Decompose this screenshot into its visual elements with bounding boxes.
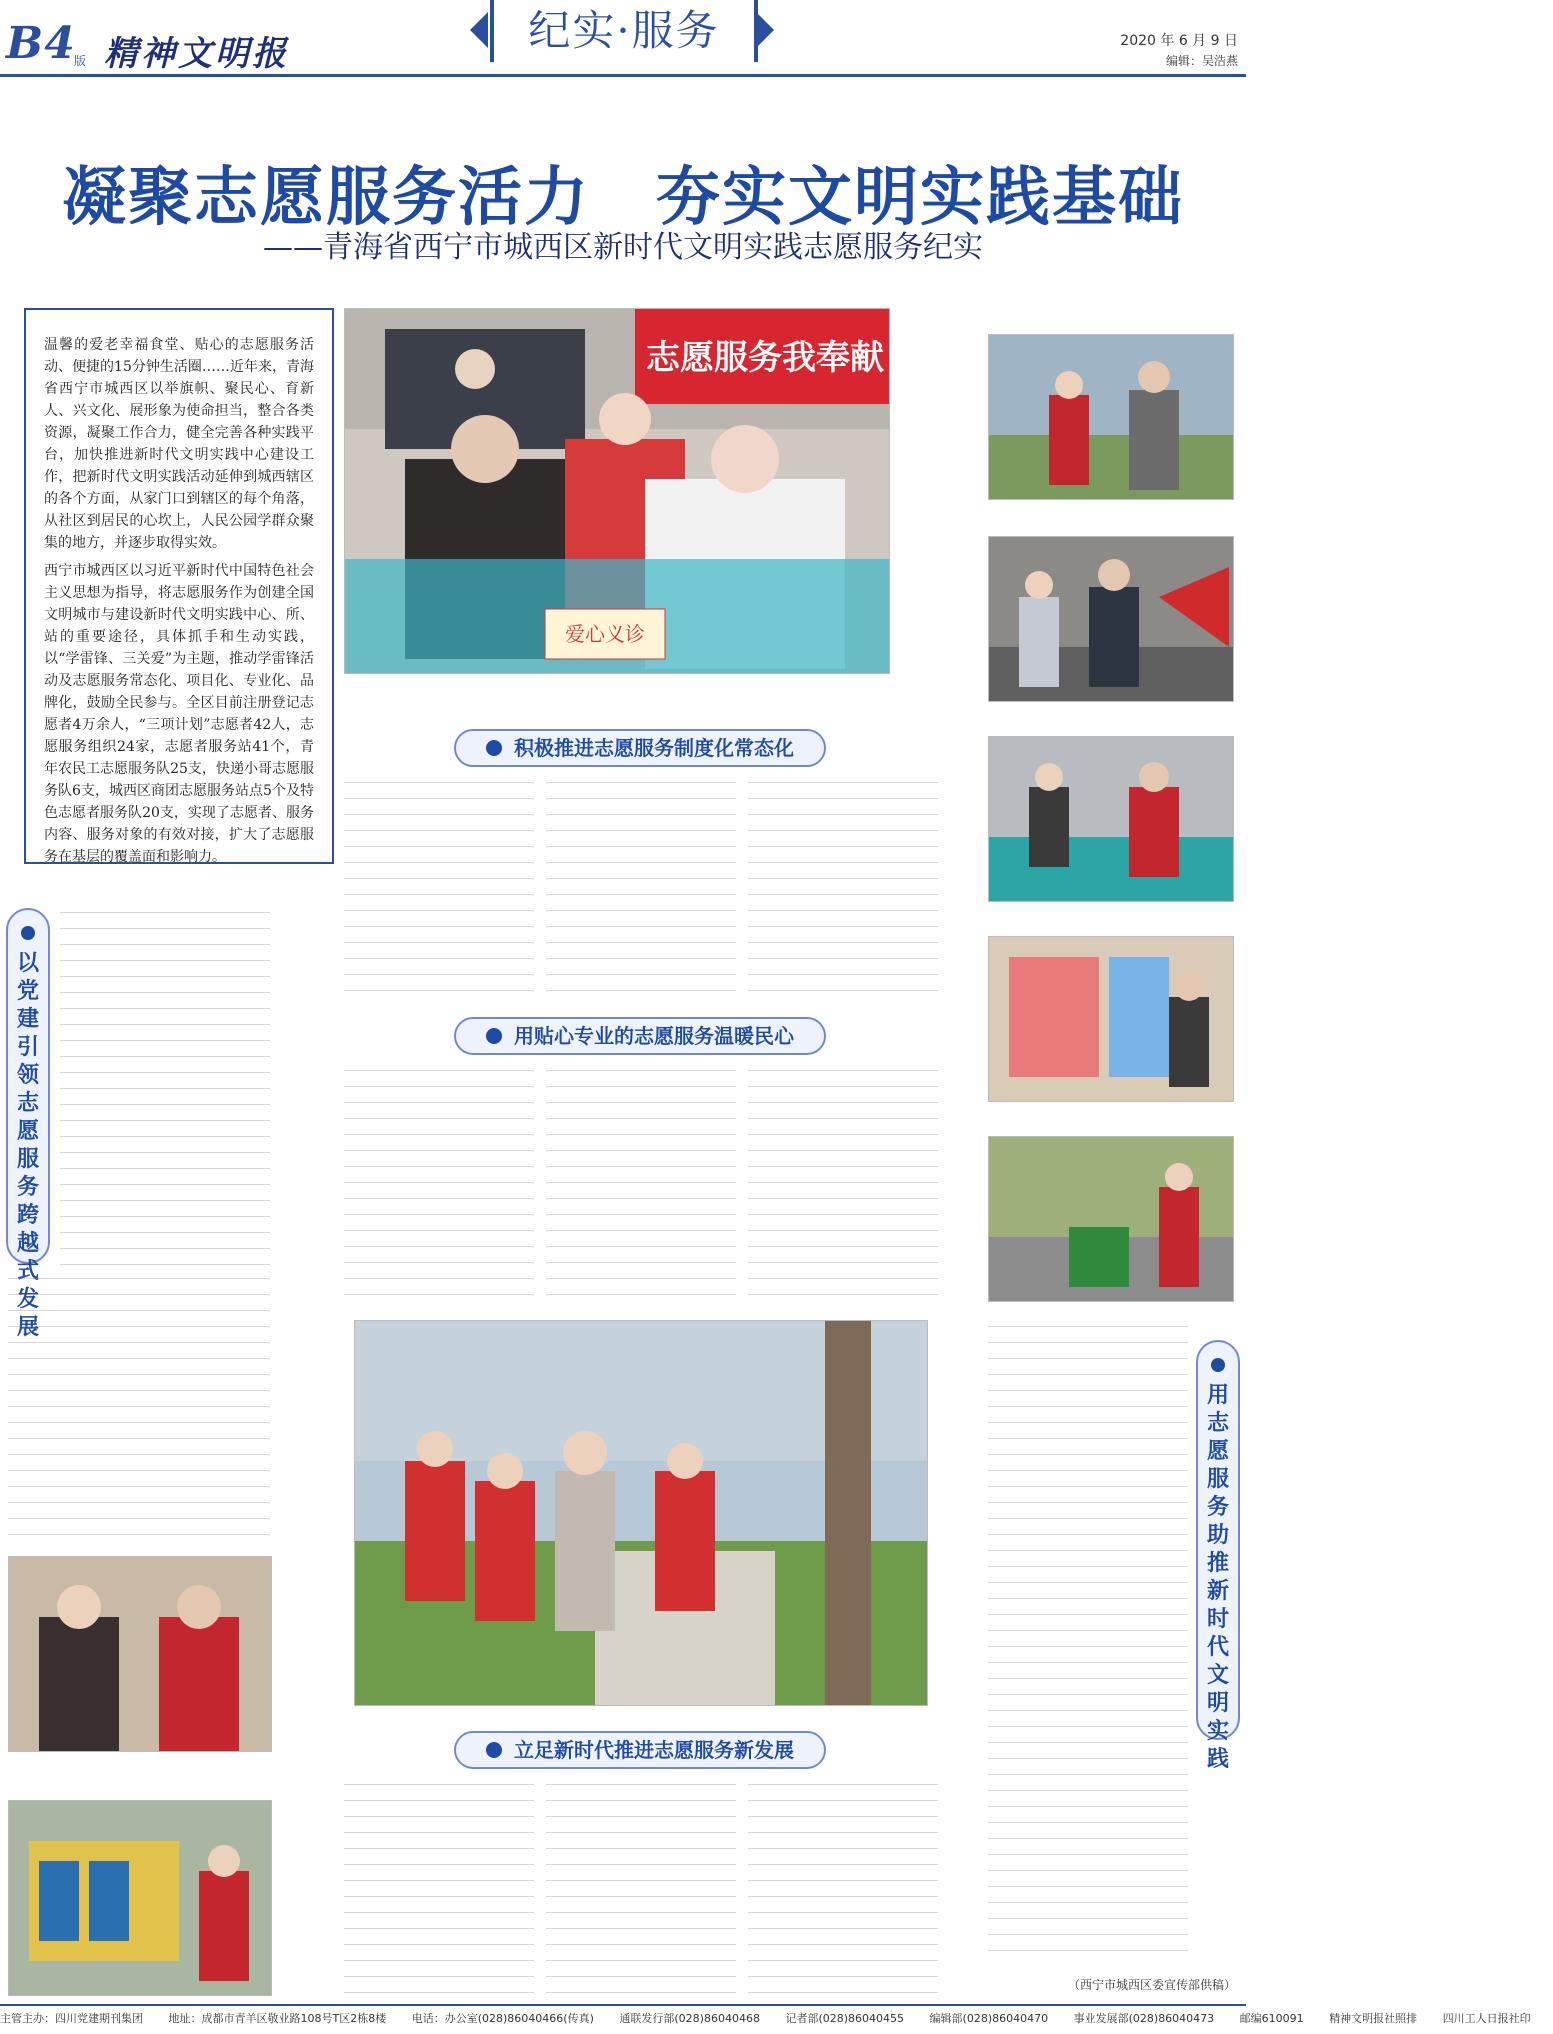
photo-park-cleanup bbox=[354, 1320, 928, 1706]
section-marker-icon bbox=[486, 740, 502, 756]
page-number-suffix: 版 bbox=[74, 54, 87, 68]
masthead-rule bbox=[0, 74, 1246, 77]
intro-paragraph-1: 温馨的爱老幸福食堂、贴心的志愿服务活动、便捷的15分钟生活圈……近年来，青海省西宁市城西区以举旗帜、聚民心、育新人、兴文化、展形象为使命担当，整合各类资源，凝聚工作合力，健全完善各种实践平台，加快推进新时代文明实践中心建设工作，把新时代文明实践活动延伸到城西辖区的各个方面，从家门口到辖区的每个角落，从社区到居民的心坎上，人民公园学群众聚集的地方，并逐步取得实效。 bbox=[44, 337, 314, 551]
body-text-column bbox=[60, 912, 270, 1268]
photo-traffic-volunteers bbox=[988, 536, 1234, 702]
photo-community-visit bbox=[988, 334, 1234, 500]
body-text-column bbox=[748, 782, 938, 1002]
body-text-column bbox=[8, 1278, 270, 1544]
footer-business-dept: 事业发展部(028)86040473 bbox=[1073, 2012, 1215, 2025]
footer-sponsor: 主管主办：四川党建期刊集团 bbox=[0, 2012, 143, 2025]
footer-postcode: 邮编610091 bbox=[1239, 2012, 1304, 2025]
footer-typesetting: 精神文明报社照排 bbox=[1329, 2012, 1418, 2025]
page-headline: 凝聚志愿服务活力 夯实文明实践基础 bbox=[62, 161, 1184, 235]
clinic-sign: 爱心义诊 bbox=[565, 622, 645, 646]
side-title-left: 以 党 建 引 领 志 愿 服 务 跨 越 式 发 展 bbox=[6, 908, 50, 1264]
section-title-3: 立足新时代推进志愿服务新发展 bbox=[420, 1730, 860, 1770]
body-text-column bbox=[748, 1784, 938, 1994]
photo-community-service bbox=[988, 736, 1234, 902]
body-text-column bbox=[546, 1070, 736, 1306]
footer-info bbox=[0, 2010, 1531, 2026]
body-text-column bbox=[546, 782, 736, 1002]
body-text-column bbox=[344, 1070, 534, 1306]
publication-date: 2020 年 6 月 9 日 bbox=[1120, 33, 1238, 49]
body-text-column bbox=[988, 1326, 1188, 1966]
article-credit: （西宁市城西区委宣传部供稿） bbox=[1068, 1978, 1237, 1992]
body-text-column bbox=[344, 782, 534, 1002]
footer-news-dept: 通联发行部(028)86040468 bbox=[619, 2012, 760, 2025]
intro-paragraph-2: 西宁市城西区以习近平新时代中国特色社会主义思想为指导，将志愿服务作为创建全国文明城市与建设新时代文明实践中心、所、站的重要途径，具体抓手和生动实践，以“学雷锋、三关爱”为主题，推动学雷锋活动及志愿服务常态化、项目化、专业化、品牌化，鼓励全民参与。全区目前注册登记志愿者4万余人，“三项计划”志愿者42人，志愿服务组织24家，志愿者服务站41个，青年农民工志愿服务队25支，快递小哥志愿服务队6支，城西区商团志愿服务站点5个及特色志愿者服务队20支，实现了志愿者、服务内容、服务对象的有效对接，扩大了志愿服务在基层的覆盖面和影响力。 bbox=[44, 563, 314, 865]
newspaper-name: 精神文明报 bbox=[104, 34, 289, 74]
section-marker-icon bbox=[1211, 1358, 1225, 1372]
section-name: 纪实·服务 bbox=[528, 6, 720, 55]
section-banner bbox=[490, 0, 758, 62]
side-title-right: 用 志 愿 服 务 助 推 新 时 代 文 明 实 践 bbox=[1196, 1340, 1240, 1740]
photo-bulletin-board bbox=[988, 936, 1234, 1102]
body-text-column bbox=[546, 1784, 736, 1994]
footer-editing-dept: 编辑部(028)86040470 bbox=[929, 2012, 1049, 2025]
body-text-column bbox=[748, 1070, 938, 1306]
intro-box bbox=[24, 308, 334, 864]
photo-sanitation-cleanup bbox=[988, 1136, 1234, 1302]
footer-phone: 电话：办公室(028)86040466(传真) bbox=[411, 2012, 594, 2025]
page-subheadline: ——青海省西宁市城西区新时代文明实践志愿服务纪实 bbox=[263, 230, 983, 265]
banner-text: 志愿服务我奉献 bbox=[646, 338, 884, 378]
footer-printer: 四川工人日报社印 bbox=[1442, 2012, 1531, 2025]
banner-left-arrow-icon bbox=[470, 12, 488, 48]
footer-rule bbox=[0, 2004, 1246, 2006]
banner-right-arrow-icon bbox=[756, 12, 774, 48]
footer-reporter-dept: 记者部(028)86040455 bbox=[785, 2012, 905, 2025]
section-title-1: 积极推进志愿服务制度化常态化 bbox=[420, 728, 860, 768]
photo-volunteer-clinic bbox=[344, 308, 890, 674]
page-number: B4 bbox=[6, 18, 76, 69]
editor-credit: 编辑：吴浩燕 bbox=[1165, 54, 1238, 68]
section-marker-icon bbox=[486, 1028, 502, 1044]
photo-neighborhood-visit bbox=[8, 1556, 272, 1752]
body-text-column bbox=[344, 1784, 534, 1994]
section-marker-icon bbox=[21, 926, 35, 940]
footer-address: 地址：成都市青羊区敬业路108号T区2栋8楼 bbox=[168, 2012, 387, 2025]
section-marker-icon bbox=[486, 1742, 502, 1758]
photo-recycling-station bbox=[8, 1800, 272, 1996]
section-title-2: 用贴心专业的志愿服务温暖民心 bbox=[420, 1016, 860, 1056]
